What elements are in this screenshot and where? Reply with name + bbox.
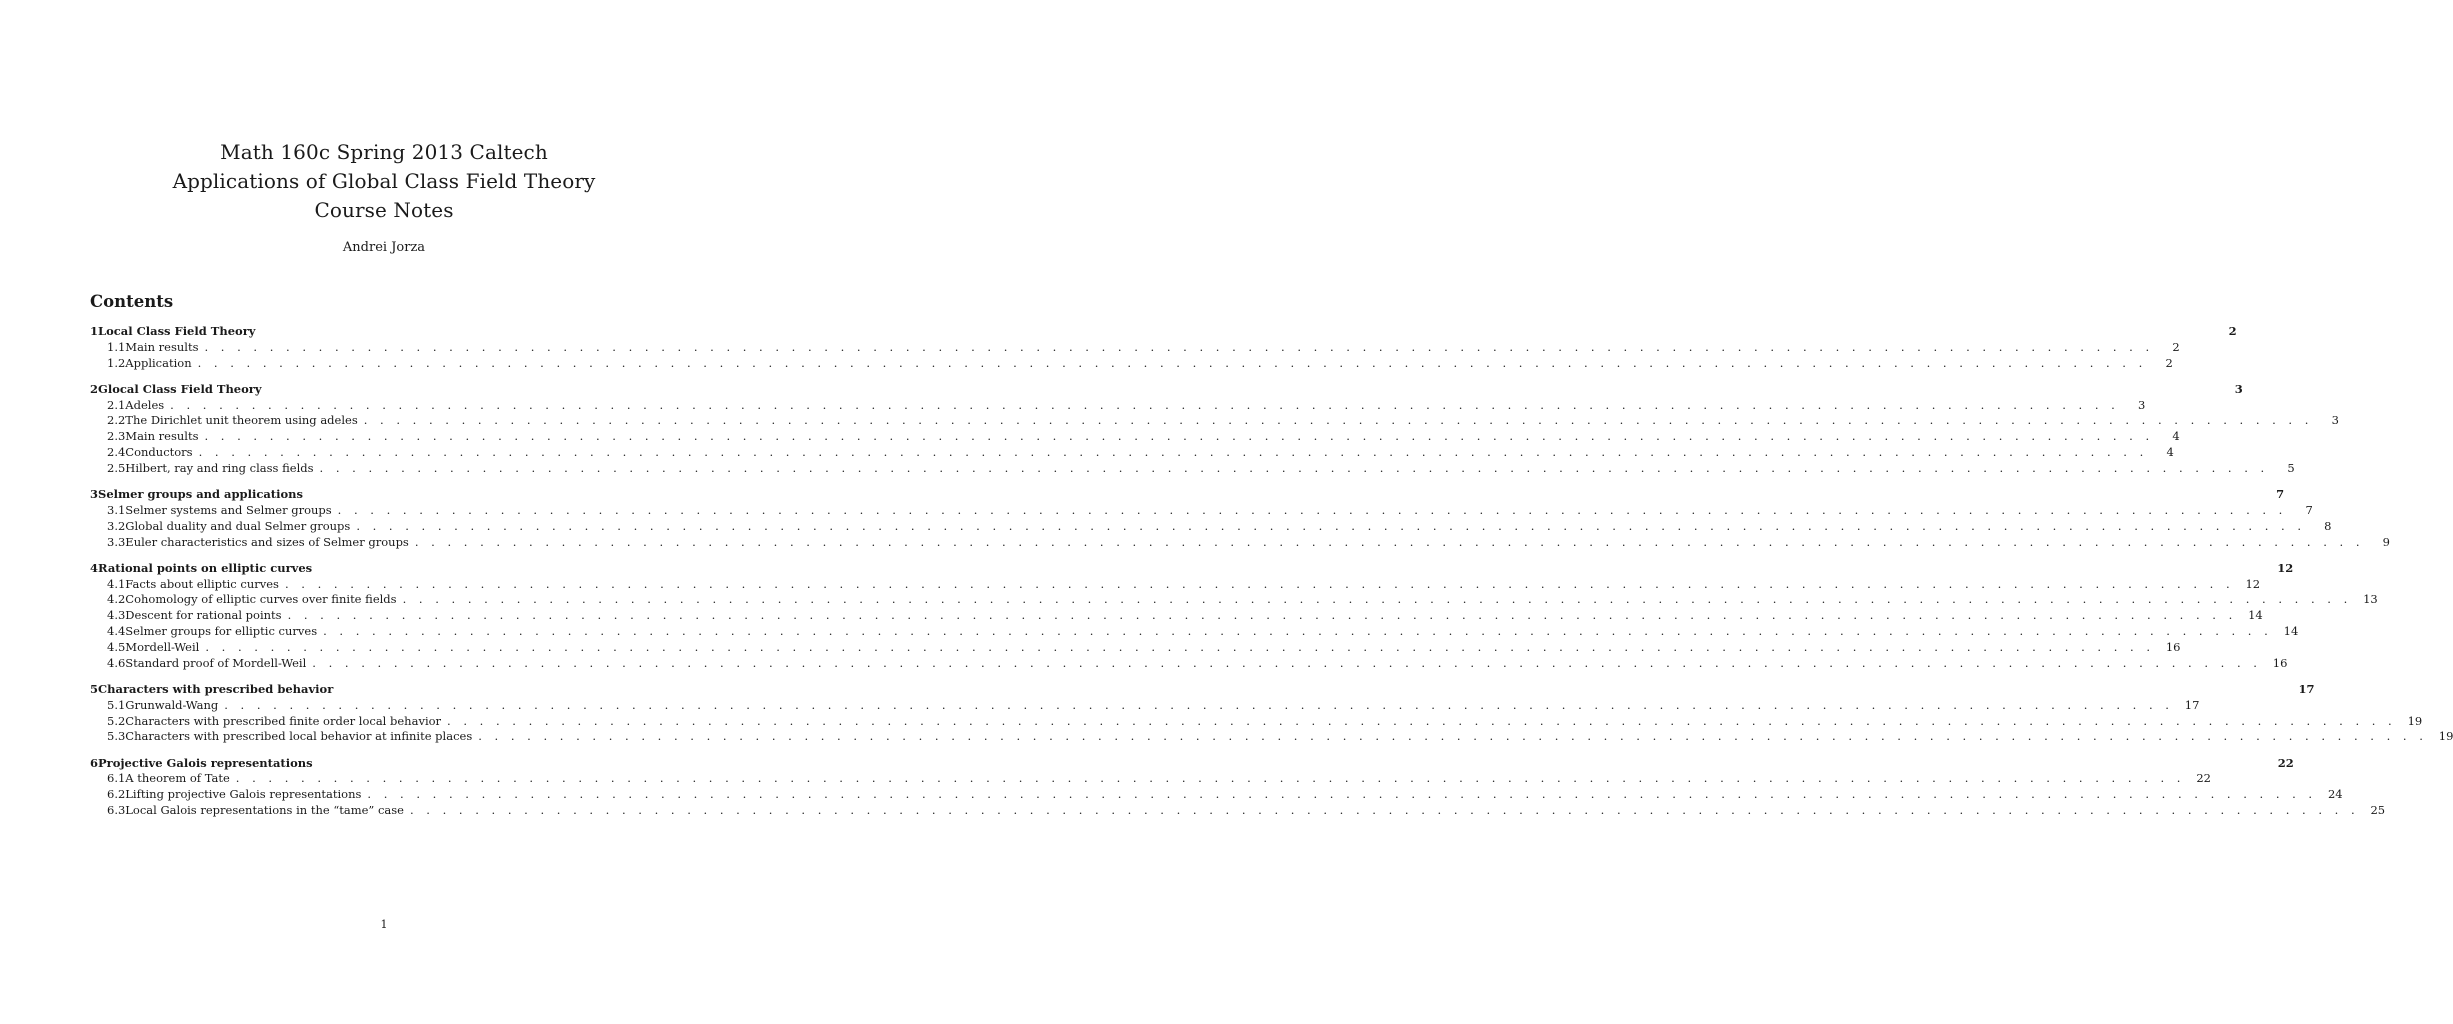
dot-leader: . . . . . . . . . . . . . . . . . . . . . . . . . . . . . . . . . . . . . . . . . . . . . . . . . . . . . . . . . . . . . . . . . . . . . . . . . . . . . . . . . . . . . . . . . . . . . . . . . . . . . . . . . . . . . . . . . . . . . . . . [284,576,2235,591]
toc-section [90,560,2378,672]
toc-subsection-entry[interactable] [90,697,2200,714]
toc-section-entry[interactable] [90,755,2294,772]
toc-entry-number: 4.2 [107,592,126,607]
toc-section [90,755,2386,819]
toc-entry-page: 2 [2165,355,2173,370]
table-of-contents [90,324,2453,829]
toc-subsection-entry[interactable] [90,397,2146,414]
toc-entry-number: 2.2 [107,413,126,428]
dot-leader: . . . . . . . . . . . . . . . . . . . . . . . . . . . . . . . . . . . . . . . . . . . . . . . . . . . . . . . . . . . . . . . . . . . . . . . . . . . . . . . . . . . . . . . . . . . . . . . . . . . . . . . . . . . . . . . . . . . . . . . . [363,413,2313,428]
dot-leader: . . . . . . . . . . . . . . . . . . . . . . . . . . . . . . . . . . . . . . . . . . . . . . . . . . . . . . . . . . . . . . . . . . . . . . . . . . . . . . . . . . . . . . . . . . . . . . . . . . . . . . . . . . . . . . . . . . . . . . . . [170,397,2120,412]
toc-entry-title: Facts about elliptic curves [125,576,279,591]
toc-entry-page: 16 [2165,639,2181,654]
toc-entry-page: 4 [2166,445,2174,460]
toc-entry-number: 1 [90,324,99,338]
toc-entry-page: 16 [2272,655,2288,670]
toc-entry-title: Local Galois representations in the “tame” case [125,803,404,818]
toc-entry-title: Euler characteristics and sizes of Selmer groups [125,534,409,549]
toc-entry-title: Selmer groups and applications [98,487,303,502]
toc-entry-number: 2.5 [107,460,126,475]
toc-entry-page: 19 [2438,729,2453,744]
dot-leader: . . . . . . . . . . . . . . . . . . . . . . . . . . . . . . . . . . . . . . . . . . . . . . . . . . . . . . . . . . . . . . . . . . . . . . . . . . . . . . . . . . . . . . . . . . . . . . . . . . . . . . . . . . . . . . . . . . . . . . . . [287,608,2237,623]
toc-entry-title: Rational points on elliptic curves [98,560,313,575]
toc-entry-title: Selmer groups for elliptic curves [125,624,318,639]
toc-entry-number: 4.1 [107,576,126,591]
toc-subsection-entry[interactable] [90,534,2390,551]
toc-entry-title: Mordell-Weil [125,639,200,654]
dot-leader: . . . . . . . . . . . . . . . . . . . . . . . . . . . . . . . . . . . . . . . . . . . . . . . . . . . . . . . . . . . . . . . . . . . . . . . . . . . . . . . . . . . . . . . . . . . . . . . . . . . . . . . . . . . . . . . . . . . . . . . . [323,624,2273,639]
toc-entry-number: 5.2 [107,713,126,728]
toc-entry-title: Projective Galois representations [98,755,313,770]
dot-leader: . . . . . . . . . . . . . . . . . . . . . . . . . . . . . . . . . . . . . . . . . . . . . . . . . . . . . . . . . . . . . . . . . . . . . . . . . . . . . . . . . . . . . . . . . . . . . . . . . . . . . . . . . . . . . . . . . . . . . . . . [402,592,2352,607]
toc-entry-title: The Dirichlet unit theorem using adeles [125,413,358,428]
toc-section-entry[interactable] [90,324,2237,340]
title-line-3: Course Notes [314,198,454,222]
toc-entry-page: 12 [2277,560,2294,575]
toc-entry-page: 22 [2196,771,2211,786]
toc-entry-page: 7 [2276,487,2285,502]
toc-entry-page: 3 [2138,397,2146,412]
toc-subsection-entry[interactable] [90,429,2180,445]
toc-entry-page: 13 [2363,592,2378,607]
toc-subsection-entry[interactable] [90,518,2332,535]
toc-entry-title: Glocal Class Field Theory [98,381,262,396]
toc-entry-title: Conductors [125,445,193,460]
toc-subsection-entry[interactable] [90,639,2181,656]
toc-entry-number: 4 [90,560,99,575]
toc-entry-page: 3 [2331,413,2339,428]
toc-entry-title: Standard proof of Mordell-Weil [125,655,307,670]
toc-entry-page: 9 [2382,534,2390,549]
toc-entry-page: 8 [2324,518,2332,533]
title-line-1: Math 160c Spring 2013 Caltech [220,140,548,164]
dot-leader: . . . . . . . . . . . . . . . . . . . . . . . . . . . . . . . . . . . . . . . . . . . . . . . . . . . . . . . . . . . . . . . . . . . . . . . . . . . . . . . . . . . . . . . . . . . . . . . . . . . . . . . . . . . . . . . . . . . . . . . . [478,729,2428,744]
toc-entry-page: 24 [2327,787,2343,802]
toc-entry-number: 3.1 [107,502,126,517]
toc-entry-page: 14 [2248,608,2263,623]
toc-section-entry[interactable] [90,681,2315,698]
title-line-2: Applications of Global Class Field Theory [172,169,596,193]
toc-subsection-entry[interactable] [90,624,2299,640]
toc-entry-title: Characters with prescribed behavior [98,681,334,696]
dot-leader: . . . . . . . . . . . . . . . . . . . . . . . . . . . . . . . . . . . . . . . . . . . . . . . . . . . . . . . . . . . . . . . . . . . . . . . . . . . . . . . . . . . . . . . . . . . . . . . . . . . . . . . . . . . . . . . . . . . . . . . . [205,639,2155,654]
toc-entry-number: 6.1 [107,771,126,786]
toc-section-entry[interactable] [90,381,2243,398]
toc-section [90,487,2390,550]
toc-entry-number: 5.3 [107,729,126,744]
dot-leader: . . . . . . . . . . . . . . . . . . . . . . . . . . . . . . . . . . . . . . . . . . . . . . . . . . . . . . . . . . . . . . . . . . . . . . . . . . . . . . . . . . . . . . . . . . . . . . . . . . . . . . . . . . . . . . . . . . . . . . . . [197,355,2147,370]
toc-entry-page: 2 [2172,339,2180,354]
toc-subsection-entry[interactable] [90,771,2211,787]
contents-heading: Contents [90,292,174,311]
toc-entry-page: 17 [2298,681,2315,696]
toc-subsection-entry[interactable] [90,445,2174,461]
toc-entry-title: Main results [125,429,199,444]
toc-entry-page: 5 [2287,460,2295,475]
toc-section-entry[interactable] [90,560,2294,577]
toc-entry-number: 2 [90,381,99,396]
dot-leader: . . . . . . . . . . . . . . . . . . . . . . . . . . . . . . . . . . . . . . . . . . . . . . . . . . . . . . . . . . . . . . . . . . . . . . . . . . . . . . . . . . . . . . . . . . . . . . . . . . . . . . . . . . . . . . . . . . . . . . . . [204,429,2154,444]
dot-leader: . . . . . . . . . . . . . . . . . . . . . . . . . . . . . . . . . . . . . . . . . . . . . . . . . . . . . . . . . . . . . . . . . . . . . . . . . . . . . . . . . . . . . . . . . . . . . . . . . . . . . . . . . . . . . . . . . . . . . . . . [224,697,2174,712]
document-title [0,138,768,225]
dot-leader: . . . . . . . . . . . . . . . . . . . . . . . . . . . . . . . . . . . . . . . . . . . . . . . . . . . . . . . . . . . . . . . . . . . . . . . . . . . . . . . . . . . . . . . . . . . . . . . . . . . . . . . . . . . . . . . . . . . . . . . . [409,803,2360,818]
toc-entry-title: A theorem of Tate [125,771,230,786]
toc-subsection-entry[interactable] [90,608,2263,624]
toc-entry-number: 1.1 [107,339,126,354]
toc-entry-number: 2.1 [107,397,126,412]
toc-entry-page: 14 [2283,624,2299,639]
toc-entry-title: Selmer systems and Selmer groups [125,502,332,517]
toc-entry-page: 17 [2184,697,2200,712]
toc-entry-page: 25 [2370,803,2386,818]
author: Andrei Jorza [342,240,426,255]
dot-leader: . . . . . . . . . . . . . . . . . . . . . . . . . . . . . . . . . . . . . . . . . . . . . . . . . . . . . . . . . . . . . . . . . . . . . . . . . . . . . . . . . . . . . . . . . . . . . . . . . . . . . . . . . . . . . . . . . . . . . . . . [319,460,2269,475]
toc-subsection-entry[interactable] [90,502,2313,519]
toc-entry-page: 22 [2277,755,2294,770]
dot-leader: . . . . . . . . . . . . . . . . . . . . . . . . . . . . . . . . . . . . . . . . . . . . . . . . . . . . . . . . . . . . . . . . . . . . . . . . . . . . . . . . . . . . . . . . . . . . . . . . . . . . . . . . . . . . . . . . . . . . . . . . [198,445,2148,460]
toc-subsection-entry[interactable] [90,803,2386,819]
toc-subsection-entry[interactable] [90,339,2180,356]
toc-subsection-entry[interactable] [90,576,2261,593]
toc-subsection-entry[interactable] [90,729,2453,745]
toc-entry-title: Application [125,355,192,370]
toc-entry-number: 5.1 [107,697,126,712]
toc-subsection-entry[interactable] [90,413,2339,429]
toc-entry-title: Characters with prescribed local behavior at infinite places [125,729,473,744]
dot-leader: . . . . . . . . . . . . . . . . . . . . . . . . . . . . . . . . . . . . . . . . . . . . . . . . . . . . . . . . . . . . . . . . . . . . . . . . . . . . . . . . . . . . . . . . . . . . . . . . . . . . . . . . . . . . . . . . . . . . . . . . [356,518,2306,533]
toc-subsection-entry[interactable] [90,460,2295,477]
dot-leader: . . . . . . . . . . . . . . . . . . . . . . . . . . . . . . . . . . . . . . . . . . . . . . . . . . . . . . . . . . . . . . . . . . . . . . . . . . . . . . . . . . . . . . . . . . . . . . . . . . . . . . . . . . . . . . . . . . . . . . . . [367,787,2317,802]
toc-subsection-entry[interactable] [90,787,2343,803]
toc-subsection-entry[interactable] [90,655,2288,672]
dot-leader: . . . . . . . . . . . . . . . . . . . . . . . . . . . . . . . . . . . . . . . . . . . . . . . . . . . . . . . . . . . . . . . . . . . . . . . . . . . . . . . . . . . . . . . . . . . . . . . . . . . . . . . . . . . . . . . . . . . . . . . . [312,655,2262,670]
toc-subsection-entry[interactable] [90,355,2173,372]
toc-entry-title: Characters with prescribed finite order local behavior [125,713,442,728]
toc-entry-number: 1.2 [107,355,126,370]
toc-entry-page: 2 [2228,324,2237,338]
toc-entry-number: 6.3 [107,803,126,818]
dot-leader: . . . . . . . . . . . . . . . . . . . . . . . . . . . . . . . . . . . . . . . . . . . . . . . . . . . . . . . . . . . . . . . . . . . . . . . . . . . . . . . . . . . . . . . . . . . . . . . . . . . . . . . . . . . . . . . . . . . . . . . . [337,502,2287,517]
toc-entry-page: 19 [2407,713,2423,728]
toc-subsection-entry[interactable] [90,713,2423,730]
dot-leader: . . . . . . . . . . . . . . . . . . . . . . . . . . . . . . . . . . . . . . . . . . . . . . . . . . . . . . . . . . . . . . . . . . . . . . . . . . . . . . . . . . . . . . . . . . . . . . . . . . . . . . . . . . . . . . . . . . . . . . . . [414,534,2364,549]
toc-entry-number: 3.2 [107,518,126,533]
toc-entry-page: 3 [2234,381,2243,396]
toc-entry-title: Main results [125,339,199,354]
page-number: 1 [380,918,388,931]
toc-entry-title: Descent for rational points [125,608,282,623]
toc-entry-number: 2.3 [107,429,126,444]
toc-entry-number: 4.3 [107,608,126,623]
toc-entry-page: 4 [2172,429,2180,444]
toc-entry-title: Local Class Field Theory [98,324,256,338]
toc-entry-number: 2.4 [107,445,126,460]
toc-section [90,381,2339,477]
toc-entry-number: 4.6 [107,655,126,670]
toc-entry-number: 6 [90,755,99,770]
toc-entry-title: Adeles [125,397,165,412]
toc-entry-title: Grunwald-Wang [125,697,219,712]
toc-entry-number: 4.5 [107,639,126,654]
toc-section [90,681,2453,745]
toc-entry-number: 6.2 [107,787,126,802]
toc-entry-number: 3.3 [107,534,126,549]
dot-leader: . . . . . . . . . . . . . . . . . . . . . . . . . . . . . . . . . . . . . . . . . . . . . . . . . . . . . . . . . . . . . . . . . . . . . . . . . . . . . . . . . . . . . . . . . . . . . . . . . . . . . . . . . . . . . . . . . . . . . . . . [235,771,2185,786]
toc-entry-number: 4.4 [107,624,126,639]
toc-entry-title: Hilbert, ray and ring class fields [125,460,314,475]
toc-subsection-entry[interactable] [90,592,2378,608]
toc-entry-title: Global duality and dual Selmer groups [125,518,351,533]
toc-entry-title: Cohomology of elliptic curves over finite fields [125,592,397,607]
dot-leader: . . . . . . . . . . . . . . . . . . . . . . . . . . . . . . . . . . . . . . . . . . . . . . . . . . . . . . . . . . . . . . . . . . . . . . . . . . . . . . . . . . . . . . . . . . . . . . . . . . . . . . . . . . . . . . . . . . . . . . . . [204,339,2154,354]
toc-entry-page: 12 [2245,576,2261,591]
toc-entry-number: 3 [90,487,99,502]
toc-section [90,324,2237,371]
toc-section-entry[interactable] [90,487,2285,503]
toc-entry-page: 7 [2305,502,2313,517]
dot-leader: . . . . . . . . . . . . . . . . . . . . . . . . . . . . . . . . . . . . . . . . . . . . . . . . . . . . . . . . . . . . . . . . . . . . . . . . . . . . . . . . . . . . . . . . . . . . . . . . . . . . . . . . . . . . . . . . . . . . . . . . [447,713,2397,728]
toc-entry-number: 5 [90,681,99,696]
toc-entry-title: Lifting projective Galois representations [125,787,362,802]
